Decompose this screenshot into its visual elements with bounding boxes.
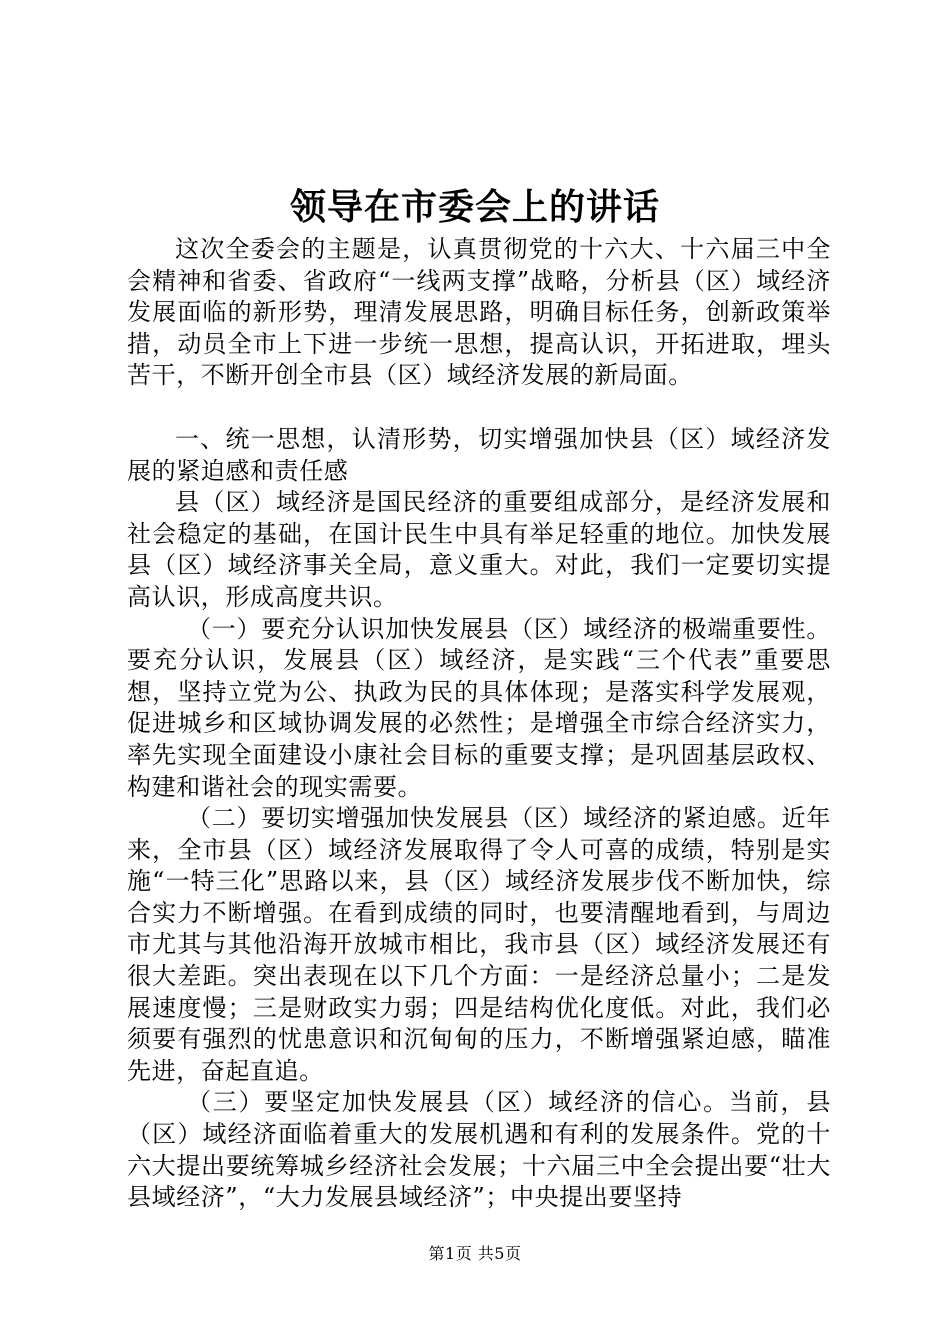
subsection-paragraph-1: （一）要充分认识加快发展县（区）域经济的极端重要性。要充分认识，发展县（区）域经济，是实践“三个代表”重要思想，坚持立党为公、执政为民的具体体现；是落实科学发展观，促进城乡和区域协调发展的必然性；是增强全市综合经济实力，率先实现全面建设小康社会目标的重要支撑；是巩固基层政权、构建和谐社会的现实需要。 <box>127 614 831 801</box>
intro-paragraph: 这次全委会的主题是，认真贯彻党的十六大、十六届三中全会精神和省委、省政府“一线两支撑”战略，分析县（区）域经济发展面临的新形势，理清发展思路，明确目标任务，创新政策举措，动员全市上下进一步统一思想，提高认识，开拓进取，埋头苦干，不断开创全市县（区）域经济发展的新局面。 <box>127 235 831 390</box>
section-heading: 一、统一思想，认清形势，切实增强加快县（区）域经济发展的紧迫感和责任感 <box>127 424 831 485</box>
subsection-paragraph-2: （二）要切实增强加快发展县（区）域经济的紧迫感。近年来，全市县（区）域经济发展取得了令人可喜的成绩，特别是实施“一特三化”思路以来，县（区）域经济发展步伐不断加快，综合实力不断增强。在看到成绩的同时，也要清醒地看到，与周边市尤其与其他沿海开放城市相比，我市县（区）域经济发展还有很大差距。突出表现在以下几个方面：一是经济总量小；二是发展速度慢；三是财政实力弱；四是结构优化度低。对此，我们必须要有强烈的忧患意识和沉甸甸的压力，不断增强紧迫感，瞄准先进，奋起直追。 <box>127 804 831 1085</box>
subsection-paragraph-3: （三）要坚定加快发展县（区）域经济的信心。当前，县（区）域经济面临着重大的发展机遇和有利的发展条件。党的十六大提出要统筹城乡经济社会发展；十六届三中全会提出要“壮大县域经济”，“大力发展县域经济”；中央提出要坚持 <box>127 1088 831 1212</box>
section-paragraph: 县（区）域经济是国民经济的重要组成部分，是经济发展和社会稳定的基础，在国计民生中具有举足轻重的地位。加快发展县（区）域经济事关全局，意义重大。对此，我们一定要切实提高认识，形成高度共识。 <box>127 488 831 611</box>
document-body <box>127 234 831 1214</box>
paragraph-spacer <box>127 392 831 424</box>
page-number: 第1页 共5页 <box>428 1244 522 1263</box>
document-title: 领导在市委会上的讲话 <box>289 186 660 228</box>
